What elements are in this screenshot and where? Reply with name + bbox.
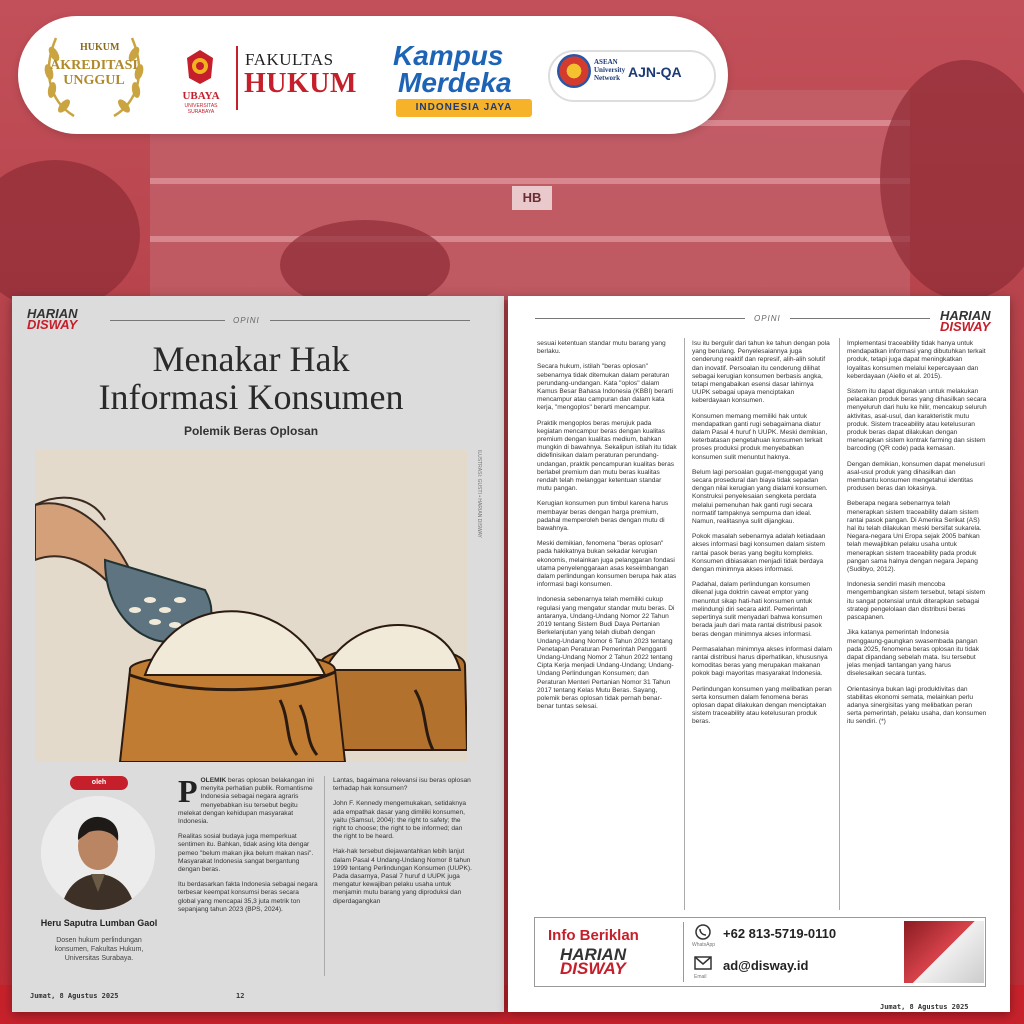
paragraph: Lantas, bagaimana relevansi isu beras oplosan terhadap hak konsumen?: [333, 777, 471, 793]
title-line1: Menakar Hak: [152, 339, 350, 379]
whatsapp-icon: [694, 924, 712, 940]
building-floor-line: [150, 236, 910, 242]
footer-date: Jumat, 8 Agustus 2025: [880, 1003, 969, 1011]
aun-text: ASEAN University Network: [594, 58, 626, 82]
author-description: Dosen hukum perlindungan konsumen, Fakultas Hukum, Universitas Surabaya.: [54, 937, 144, 962]
paragraph: Praktik mengoplos beras merujuk pada kegiatan mencampur beras dengan kualitas premium dengan kualitas medium, bahkan mungkin di bawahnya. Sekalipun istilah itu tidak didefinisikan dalam peraturan perundang-undangan, praktik pencampuran kualitas beras berlabel premium dan mutu beras kualitas rendah telah melanggar ketentuan standar mutu pangan.: [537, 419, 677, 493]
section-rule: [110, 320, 225, 321]
logo-bottom: DISWAY: [940, 319, 991, 334]
paragraph: Konsumen memang memiliki hak untuk mendapatkan ganti rugi sebagaimana diatur dalam Pasal 4 huruf h UUPK. Meski demikian, keterbatasan pengetahuan konsumen terkait proses produksi produk menyebabkan konsumen sulit menuntut haknya.: [692, 412, 828, 461]
ad-title: Info Beriklan: [548, 927, 639, 944]
right-column-1: [537, 340, 677, 718]
article-subtitle: Polemik Beras Oplosan: [183, 424, 319, 438]
rice-sack-illustration: [35, 450, 467, 762]
paragraph: Belum lagi persoalan gugat-menggugat yang secara prosedural dan biaya tidak sepadan dengan nilai kerugian yang dialami konsumen. Konstruksi penyelesaian sengketa perdata melalui pemenuhan hak ganti rugi secara normatif tampaknya sempurna dan ideal. Namun, realitasnya sulit dijangkau.: [692, 468, 828, 526]
ad-divider: [683, 922, 684, 982]
paragraph: Implementasi traceability tidak hanya untuk mendapatkan informasi yang dibutuhkan terkait produk, tetapi juga dapat meningkatkan loyalitas konsumen melalui kepercayaan dan keberdayaan (Aiello et al. 2015).: [847, 340, 986, 380]
logo-bottom: DISWAY: [560, 959, 626, 978]
logo-divider: [236, 46, 238, 110]
paragraph: Pokok masalah sebenarnya adalah ketiadaan akses informasi bagi konsumen dalam sistem rantai pasok beras yang begitu kompleks. Konsumen dibiasakan menjadi tidak berdaya dengan minimnya akses informasi.: [692, 533, 826, 574]
lead-word: POLEMIK: [178, 773, 227, 809]
section-label: OPINI: [754, 314, 781, 323]
column-divider: [684, 338, 685, 910]
section-rule: [790, 318, 930, 319]
faculty-line2: HUKUM: [244, 68, 357, 99]
kampus-merdeka-line1: Kampus: [393, 40, 504, 71]
building-sign: HB: [512, 186, 552, 210]
section-label: OPINI: [233, 316, 260, 325]
paragraph: Orientasinya bukan lagi produktivitas dan stabilitas ekonomi semata, melainkan perlu adanya sinergisitas yang melibatkan peran serta pemerintah, pelaku usaha, dan konsumen itu sendiri. (*): [847, 685, 987, 726]
mail-icon: [694, 955, 712, 971]
paragraph: Itu berdasarkan fakta Indonesia sebagai negara terbesar keempat konsumsi beras secara global yang mencapai 35,3 juta metrik ton sepanjang tahun 2023 (BPS, 2024).: [178, 881, 318, 913]
logo-top: HARIAN: [27, 306, 78, 321]
paragraph: Secara hukum, istilah "beras oplosan" sebenarnya tidak ditemukan dalam peraturan perundang-undangan. Kata "oplos" dalam Kamus Besar Bahasa Indonesia (KBBI) berarti mencampur atau campuran dan dalam kata kerja, "mengoplos" berarti mencampur.: [537, 363, 673, 412]
disway-logo-left: [27, 308, 78, 330]
column-divider: [839, 338, 840, 910]
ad-email[interactable]: ad@disway.id: [723, 958, 809, 973]
left-column-2: [333, 777, 473, 913]
ubaya-crest-icon: [183, 48, 217, 86]
paragraph: Permasalahan minimnya akses informasi dalam rantai distribusi harus diperhatikan, khususnya komoditas beras yang merupakan makanan pokok bagi mayoritas masyarakat Indonesia.: [692, 645, 832, 678]
paragraph: Jika katanya pemerintah Indonesia menggaung-gaungkan swasembada pangan pada 2025, fenomena beras oplosan itu tidak dapat dipandang sebelah mata. Isu tersebut jelas menjadi tantangan yang harus diselesaikan secara tuntas.: [847, 629, 979, 678]
author-photo: [41, 796, 155, 910]
paragraph: Realitas sosial budaya juga memperkuat sentimen itu. Bahkan, tidak asing kita dengar pemeo "belum makan jika belum makan nasi". Masyarakat Indonesia sangat bergantung dengan beras.: [178, 833, 314, 874]
accreditation-label: AKREDITASI UNGGUL: [50, 58, 138, 88]
faculty-line1: FAKULTAS: [245, 50, 334, 69]
byline-label: oleh: [70, 776, 128, 790]
paragraph: Dengan demikian, konsumen dapat menelusuri asal-usul produk yang dihasilkan dan membantu konsumen mengetahui identitas produsen beras dan lokasinya.: [847, 460, 985, 493]
article-title: [30, 340, 472, 416]
section-rule: [535, 318, 745, 319]
paragraph: Indonesia sebenarnya telah memiliki cukup regulasi yang mengatur standar mutu beras. Di antaranya, Undang-Undang Nomor 22 Tahun 2019 tentang Sistem Budi Daya Pertanian Berkelanjutan yang telah diubah dengan Undang-Undang Nomor 6 Tahun 2023 tentang Penetapan Peraturan Pemerintah Pengganti Undang-Undang Nomor 2 Tahun 2022 tentang Cipta Kerja menjadi Undang-Undang; Undang-Undang Perlindungan Konsumen; dan Peraturan Menteri Pertanian Nomor 31 Tahun 2017 tentang Kelas Mutu Beras. Sayang, polemik beras oplosan tidak pernah benar-benar tuntas selesai.: [537, 596, 675, 711]
kampus-merdeka-line2: Merdeka: [398, 67, 512, 98]
accreditation-dept: HUKUM: [80, 42, 120, 53]
right-column-3: [847, 340, 987, 734]
paragraph: Meski demikian, fenomena "beras oplosan" pada hakikatnya bukan sekadar kerugian ekonomis, melainkan juga pelanggaran fondasi utama penyelenggaraan asas keseimbangan dalam perlindungan konsumen berupa hak atas informasi bagi konsumen.: [537, 540, 677, 589]
title-line2: Informasi Konsumen: [98, 377, 404, 417]
section-rule: [270, 320, 470, 321]
ubaya-name: UBAYA: [182, 90, 220, 102]
building-floor-line: [150, 178, 910, 184]
illustration-credit: ILUSTRASI: GUSTI • HARIAN DISWAY: [476, 450, 482, 538]
paragraph: John F. Kennedy mengemukakan, setidaknya ada empathak dasar yang dimiliki konsumen, yaitu (Samsul, 2004): the right to safety; the right to choose; the right to be informed; dan the right to be heard.: [333, 800, 467, 841]
paragraph: Sistem itu dapat digunakan untuk melakukan pelacakan produk beras yang dihasilkan secara menyeluruh dari hulu ke hilir, mencakup seluruh aktivitas, asal-usul, dan karakteristik mutu produk. Sistem traceability atau ketelusuran produk beras dapat dilakukan dengan menerapkan sistem kontrak farming dan sistem barcoding (QR code) pada kemasan.: [847, 388, 987, 453]
disway-logo-right: [940, 310, 991, 332]
right-column-2: [692, 340, 832, 734]
paragraph: Hak-hak tersebut diejawantahkan lebih lanjut dalam Pasal 4 Undang-Undang Nomor 8 tahun 1999 tentang Perlindungan Konsumen (UUPK). Pada dasarnya, Pasal 7 huruf d UUPK juga mengatur kewajiban pelaku usaha untuk menjamin mutu barang yang diproduksi dan diperdagangkan: [333, 848, 472, 905]
ad-disway-logo: [560, 945, 627, 978]
paragraph: [178, 773, 318, 826]
ubaya-subtitle: UNIVERSITAS SURABAYA: [184, 103, 218, 115]
ad-phone[interactable]: +62 813-5719-0110: [723, 926, 837, 941]
phone-label: WhatsApp: [692, 942, 716, 948]
logo-top: HARIAN: [560, 945, 627, 964]
paragraph: Perlindungan konsumen yang melibatkan peran serta konsumen dalam fenomena beras oplosan dapat dilakukan dengan menciptakan sistem traceability atau ketelusuran produk beras.: [692, 685, 832, 726]
paragraph: Kerugian konsumen pun timbul karena harus membayar beras dengan harga premium, padahal memperoleh beras dengan mutu di bawahnya.: [537, 500, 669, 533]
logo-bottom: DISWAY: [27, 317, 78, 332]
paragraph: Isu itu bergulir dari tahun ke tahun dengan pola yang berulang. Penyelesaiannya juga cenderung reaktif dan represif, alih-alih solutif dan inovatif. Persoalan itu cenderung dilihat sebagai kerugian konsumen berbasis angka, tetapi mengabaikan esensi dasar lahirnya UUPK sebagai upaya menciptakan keberdayaan konsumen.: [692, 340, 830, 405]
email-label: Email: [694, 974, 707, 980]
paragraph: Padahal, dalam perlindungan konsumen dikenal juga doktrin caveat emptor yang menuntut sikap hati-hati konsumen untuk melindungi diri secara aktif. Pemerintah sepertinya sulit menyadari bahwa konsumen berada jauh dari mata rantai distribusi pasok beras dengan minimnya akses informasi.: [692, 581, 823, 638]
ajn-qa-label: AJN-QA: [628, 64, 682, 80]
column-divider: [324, 776, 325, 976]
paragraph: sesuai ketentuan standar mutu barang yang berlaku.: [537, 340, 666, 356]
page-number: 12: [236, 992, 245, 1000]
paragraph: Beberapa negara sebenarnya telah menerapkan sistem traceability dalam sistem rantai pasok pangan. Di Amerika Serikat (AS) hal itu telah dilakukan meski bersifat sukarela. Negara-negara Uni Eropa sejak 2005 bahkan telah mewajibkan pelaku usaha untuk menerapkan sistem traceability pada produk pangan sama halnya dengan negara Jepang (Sudibyo, 2012).: [847, 500, 982, 574]
left-column-1: [178, 773, 318, 921]
aun-globe-icon: [557, 54, 591, 88]
logo-top: HARIAN: [940, 308, 991, 323]
ad-newspaper-thumbnails: [904, 921, 984, 983]
footer-date: Jumat, 8 Agustus 2025: [30, 992, 119, 1000]
paragraph: Indonesia sendiri masih mencoba mengembangkan sistem tersebut, tetapi sistem itu sangat potensial untuk diterapkan sebagai strategi pengelolaan dan distribusi beras pascapanen.: [847, 581, 986, 622]
paragraph-text: beras oplosan belakangan ini menyita perhatian publik. Romantisme Indonesia sebagai negara agraris menyebabkan isu tersebut begitu melekat dengan kehidupan masyarakat Indonesia.: [178, 777, 314, 826]
author-name: Heru Saputra Lumban Gaol: [40, 918, 158, 928]
kampus-merdeka-tag: INDONESIA JAYA: [396, 99, 532, 117]
